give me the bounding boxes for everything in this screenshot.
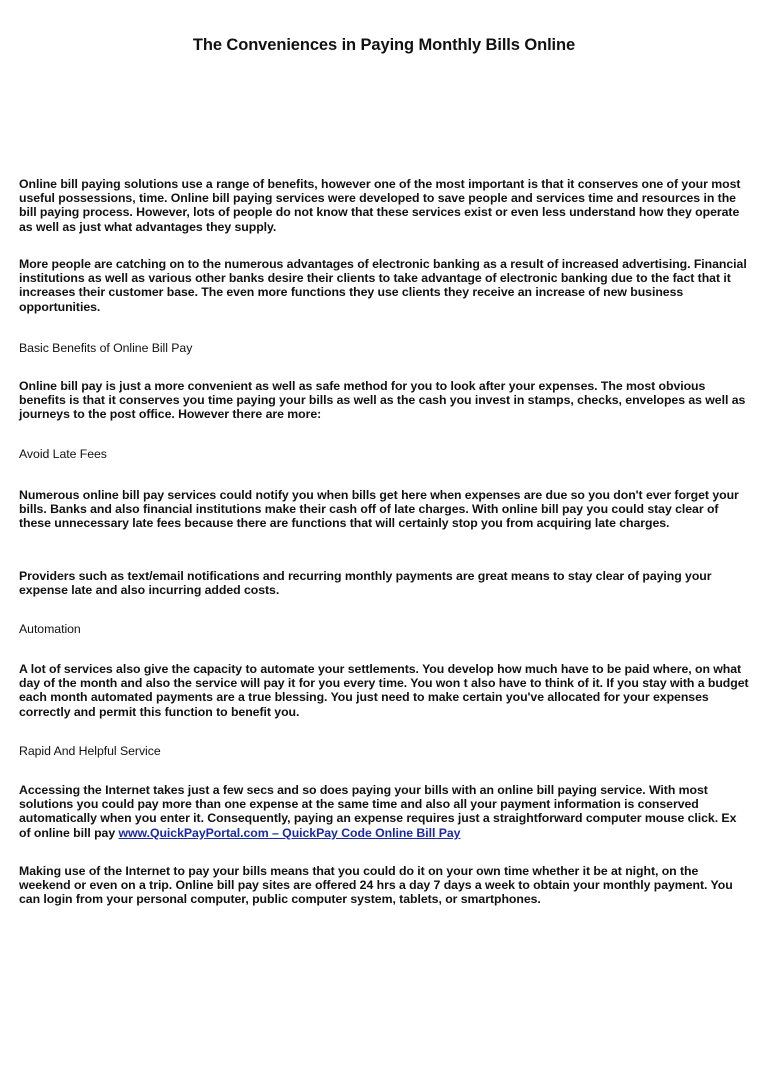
paragraph-rapid-service-text: Accessing the Internet takes just a few secs and so does paying your bills with an online bill paying service. With most solutions you could pay more than one expense at the same time and also all your payment information is conserved automatically when you enter it. Consequently, paying an expense requires just a straightforward computer mouse click. Ex of online bill pay	[19, 783, 737, 840]
paragraph-rapid-service	[19, 783, 751, 840]
paragraph-notifications: Providers such as text/email notifications and recurring monthly payments are great means to stay clear of paying your expense late and also incurring added costs.	[19, 569, 712, 598]
paragraph-automation: A lot of services also give the capacity to automate your settlements. You develop how much have to be paid where, on what day of the month and also the service will pay it for you every time. You won t also have to think of it. If you stay with a budget each month automated payments are a true blessing. You just need to make certain you've allocated for your expenses correctly and permit this function to benefit you.	[19, 662, 749, 719]
page-title: The Conveniences in Paying Monthly Bills Online	[192, 36, 576, 54]
paragraph-electronic-banking: More people are catching on to the numerous advantages of electronic banking as a result of increased advertising. Financial institutions as well as various other banks desire their clients to take advantage of electronic banking due to the fact that it increases their customer base. The even more functions they use clients they receive an increase of new business opportunities.	[19, 257, 747, 314]
heading-automation: Automation	[19, 622, 81, 636]
heading-rapid-service: Rapid And Helpful Service	[19, 744, 161, 758]
paragraph-late-fees: Numerous online bill pay services could notify you when bills get here when expenses are due so you don't ever forget your bills. Banks and also financial institutions make their cash off of late charges. With online bill pay you could stay clear of these unnecessary late fees because there are functions that will certainly stop you from acquiring late charges.	[19, 488, 739, 531]
paragraph-basic-benefits: Online bill pay is just a more convenient as well as safe method for you to look after your expenses. The most obvious benefits is that it conserves you time paying your bills as well as the cash you invest in stamps, checks, envelopes as well as journeys to the post office. However there are more:	[19, 379, 746, 422]
paragraph-intro: Online bill paying solutions use a range of benefits, however one of the most important is that it conserves one of your most useful possessions, time. Online bill paying services were developed to save people and services time and resources in the bill paying process. However, lots of people do not know that these services exist or even less understand how they operate as well as just what advantages they supply.	[19, 177, 741, 234]
heading-avoid-late-fees: Avoid Late Fees	[19, 447, 107, 461]
paragraph-internet-time: Making use of the Internet to pay your bills means that you could do it on your own time whether it be at night, on the weekend or even on a trip. Online bill pay sites are offered 24 hrs a day 7 days a week to obtain your monthly payment. You can login from your personal computer, public computer system, tablets, or smartphones.	[19, 864, 733, 907]
quickpay-portal-link[interactable]: www.QuickPayPortal.com – QuickPay Code Online Bill Pay	[118, 825, 461, 840]
heading-basic-benefits: Basic Benefits of Online Bill Pay	[19, 341, 193, 355]
